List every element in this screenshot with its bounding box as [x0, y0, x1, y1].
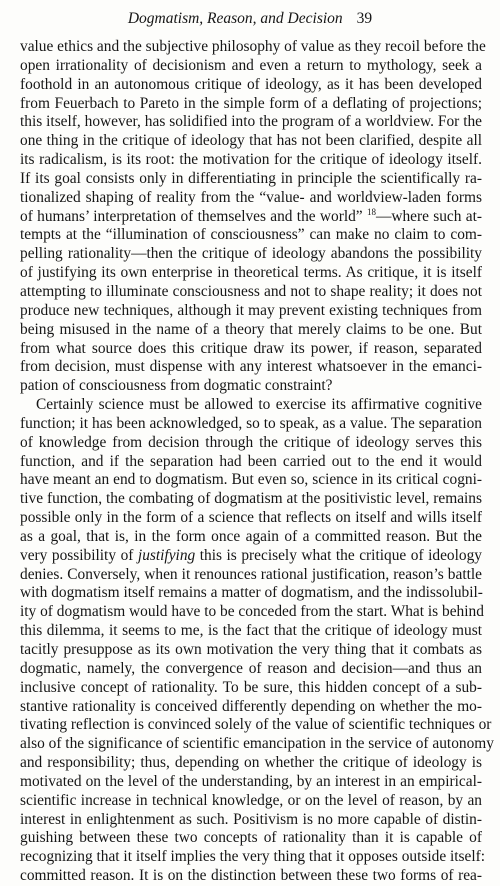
page-number: 39 — [356, 10, 373, 27]
text-line: dogmatic, namely, the convergence of reason and decision—and thus an — [20, 659, 482, 677]
text-line: from decision, must dispense with any interest whatsoever in the emanci- — [20, 358, 482, 376]
text-line: stantive rationality is conceived differently depending on whether the mo- — [20, 697, 482, 715]
text-line: pation of consciousness from dogmatic constraint? — [20, 377, 333, 395]
text-line: this itself, however, has solidified into the program of a worldview. For the — [20, 113, 482, 131]
text-line: scientific increase in technical knowledge, or on the level of reason, by an — [20, 791, 482, 809]
text-line: produce new techniques, although it may prevent existing techniques from — [20, 301, 482, 319]
text-line: as a goal, that is, in the form once again of a committed reason. But the — [20, 527, 482, 545]
text-segment: this is precisely what the critique of ideology — [195, 546, 482, 564]
text-line: Certainly science must be allowed to exercise its affirmative cognitive — [36, 396, 482, 414]
text-line: function; it has been acknowledged, so to speak, as a value. The separation — [20, 414, 482, 432]
text-line: foothold in an autonomous critique of ideology, as it has been developed — [20, 75, 482, 93]
text-line: recognizing that it itself implies the very thing that it opposes outside itself: — [20, 848, 486, 866]
text-segment: —where such at- — [375, 207, 482, 225]
text-line: value ethics and the subjective philosophy of value as they recoil before the — [20, 38, 486, 55]
emphasized-word: justifying — [137, 546, 196, 564]
text-line: denies. Conversely, when it renounces rational justification, reason’s battle — [20, 565, 482, 583]
text-line: tive function, the combating of dogmatism at the positivistic level, remains — [20, 490, 482, 508]
text-segment: of humans’ interpretation of themselves and the world” — [20, 207, 363, 225]
text-line: of knowledge from decision through the critique of ideology serves this — [20, 433, 482, 451]
text-line: this dilemma, it seems to me, is the fact that the critique of ideology must — [20, 622, 482, 640]
text-line: function, and if the separation had been carried out to the end it would — [20, 452, 482, 470]
text-line: from what source does this critique draw its power, if reason, separated — [20, 339, 482, 357]
text-line: inclusive concept of rationality. To be sure, this hidden concept of a sub- — [20, 678, 482, 696]
text-line: have meant an end to dogmatism. But even so, science in its critical cogni- — [20, 471, 482, 489]
text-line: from Feuerbach to Pareto in the simple form of a deflating of projections; — [20, 94, 482, 112]
paragraph-1 — [20, 38, 486, 396]
running-title: Dogmatism, Reason, and Decision — [127, 10, 343, 27]
text-line: pelling rationality—then the critique of ideology abandons the possibility — [20, 245, 482, 263]
text-line — [20, 208, 482, 227]
text-line: tacitly presuppose as its own motivation the very thing that it combats as — [20, 641, 482, 658]
text-line: committed reason. It is on the distinction between these two forms of rea- — [20, 867, 482, 885]
text-line: one thing in the critique of ideology that has not been clarified, despite all — [20, 132, 482, 150]
text-line: its radicalism, is its root: the motivation for the critique of ideology itself. — [20, 151, 482, 169]
text-line: guishing between these two concepts of rationality than it is capable of — [20, 829, 482, 847]
text-line: interest in enlightenment as such. Positivism is no more capable of distin- — [20, 810, 482, 828]
footnote-marker: 18 — [366, 206, 376, 217]
text-line: tivating reflection is convinced solely of the value of scientific techniques or — [20, 716, 492, 734]
running-head — [0, 9, 500, 29]
text-line: possible only in the form of a science that reflects on itself and wills itself — [20, 509, 482, 527]
text-line: of justifying its own enterprise in theoretical terms. As critique, it is itself — [20, 264, 482, 282]
text-line: motivated on the level of the understanding, by an interest in an empirical- — [20, 772, 482, 790]
text-line: tempts at the “illumination of consciousness” can make no claim to com- — [20, 226, 482, 244]
text-line: and responsibility; thus, depending on whether the critique of ideology is — [20, 754, 482, 772]
text-line: attempting to illuminate consciousness and not to shape reality; it does not — [20, 282, 482, 300]
paragraph-2 — [20, 396, 494, 886]
text-line: tionalized shaping of reality from the “value- and worldview-laden forms — [20, 188, 482, 206]
text-line: If its goal consists only in differentiating in principle the scientifically ra- — [20, 169, 482, 187]
text-line: being misused in the name of a theory that merely claims to be one. But — [20, 320, 482, 338]
text-line: also of the significance of scientific emancipation in the service of autonomy — [20, 735, 494, 753]
text-segment: very possibility of — [20, 546, 138, 564]
text-line: with dogmatism itself remains a matter of dogmatism, and the indissolubil- — [20, 584, 483, 602]
text-line: ity of dogmatism would have to be conceded from the start. What is behind — [20, 603, 484, 621]
body-text — [20, 38, 494, 886]
text-line — [20, 547, 482, 566]
text-line: open irrationality of decisionism and even a return to mythology, seek a — [20, 56, 482, 74]
